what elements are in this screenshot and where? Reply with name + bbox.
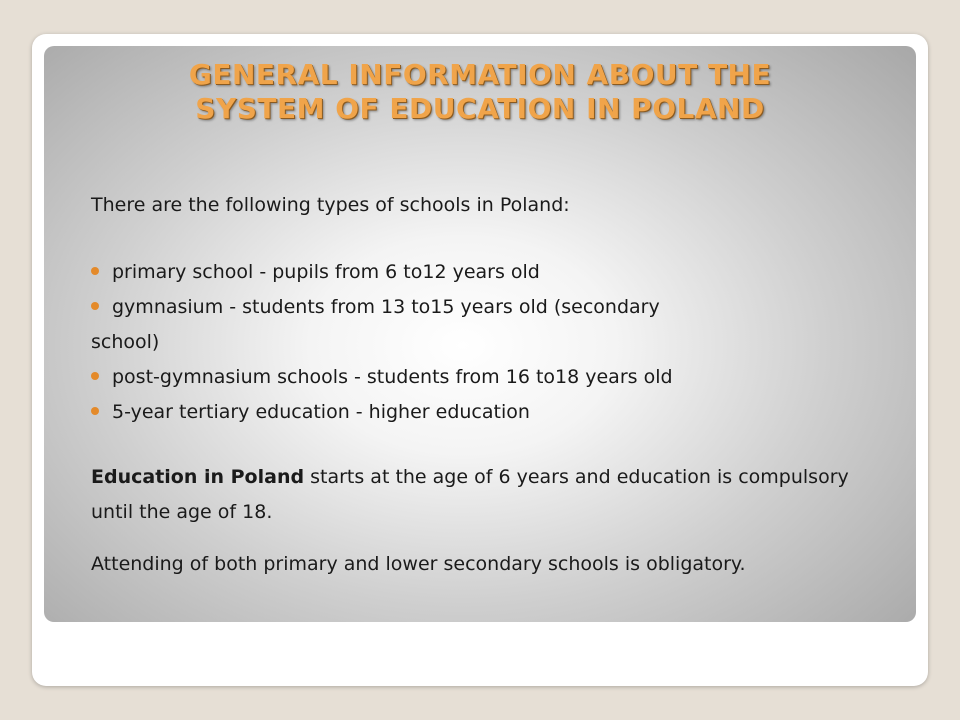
- paragraph-bold-lead: Education in Poland: [91, 466, 305, 488]
- bullet-icon: [91, 267, 99, 275]
- intro-text: There are the following types of schools in Poland:: [91, 194, 570, 216]
- list-item: [91, 290, 891, 360]
- obligatory-paragraph: Attending of both primary and lower secondary schools is obligatory.: [91, 553, 746, 575]
- list-item-label: 5-year tertiary education - higher education: [112, 401, 530, 423]
- slide-title: [44, 58, 916, 126]
- list-item: [91, 360, 891, 395]
- school-types-list: [91, 255, 891, 430]
- list-item: [91, 255, 891, 290]
- list-item-label: gymnasium - students from 13 to15 years old (secondary: [112, 296, 660, 318]
- education-paragraph: [91, 460, 891, 530]
- list-item: [91, 395, 891, 430]
- paragraph-rest: starts at the age of 6 years and education is compulsory until the age of 18.: [91, 466, 849, 523]
- bullet-icon: [91, 372, 99, 380]
- list-item-label: primary school - pupils from 6 to12 years old: [112, 261, 540, 283]
- title-line-1: GENERAL INFORMATION ABOUT THE: [188, 58, 772, 91]
- list-item-label: post-gymnasium schools - students from 16 to18 years old: [112, 366, 673, 388]
- title-line-2: SYSTEM OF EDUCATION IN POLAND: [195, 92, 765, 125]
- bullet-icon: [91, 407, 99, 415]
- list-item-continuation: school): [91, 331, 160, 353]
- bullet-icon: [91, 302, 99, 310]
